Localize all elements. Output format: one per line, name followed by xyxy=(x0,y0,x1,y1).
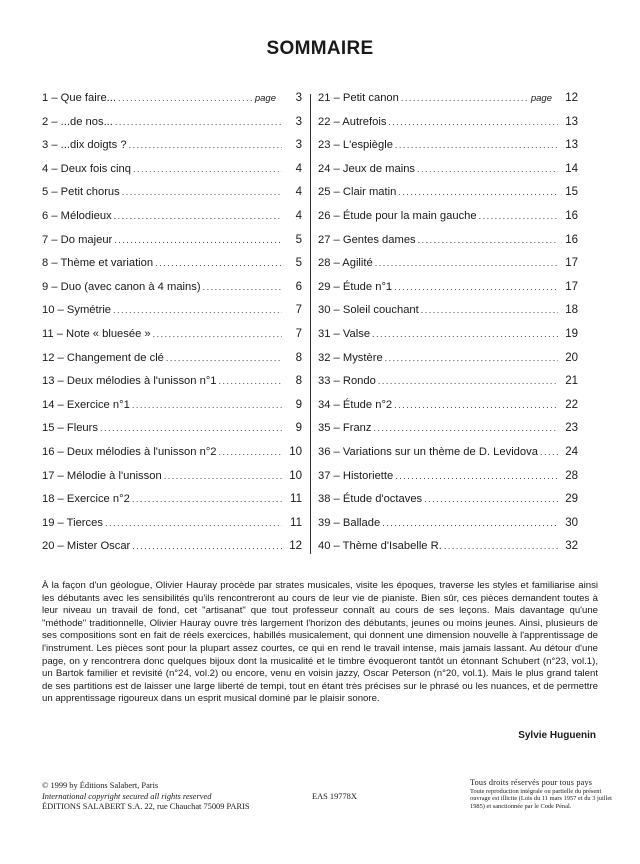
dot-leader xyxy=(164,471,282,481)
dot-leader xyxy=(382,518,558,528)
toc-entry xyxy=(318,281,578,305)
toc-entry xyxy=(42,352,302,376)
toc-entry-title: 12 – Changement de clé xyxy=(42,351,164,364)
toc-entry xyxy=(318,517,578,541)
toc-entry xyxy=(318,328,578,352)
toc-entry xyxy=(318,210,578,234)
toc-entry-page: 4 xyxy=(295,186,302,199)
toc-entry-title: 7 – Do majeur xyxy=(42,233,113,246)
toc-entry-title: 32 – Mystère xyxy=(318,351,383,364)
dot-leader xyxy=(385,353,558,363)
dot-leader xyxy=(395,471,558,481)
toc-entry-title: 25 – Clair matin xyxy=(318,186,397,199)
toc-entry-page: 16 xyxy=(565,209,578,222)
toc-entry-title: 13 – Deux mélodies à l'unisson n°1 xyxy=(42,375,217,388)
publisher-address: ÉDITIONS SALABERT S.A. 22, rue Chauchat 75009 PARIS xyxy=(42,802,250,812)
toc-entry-title: 11 – Note « bluesée » xyxy=(42,327,151,340)
toc-entry xyxy=(42,257,302,281)
toc-entry-title: 18 – Exercice n°2 xyxy=(42,493,130,506)
toc-entry-title: 20 – Mister Oscar xyxy=(42,540,131,553)
dot-leader xyxy=(418,235,558,245)
toc-entry-page: 30 xyxy=(565,516,578,529)
toc-entry-page: 13 xyxy=(565,115,578,128)
toc-entry-page: 10 xyxy=(289,469,302,482)
dot-leader xyxy=(421,305,558,315)
toc-entry-page: 17 xyxy=(565,257,578,270)
toc-entry-title: 3 – ...dix doigts ? xyxy=(42,139,127,152)
toc-entry xyxy=(42,210,302,234)
toc-entry-page: 11 xyxy=(290,493,302,506)
dot-leader xyxy=(394,400,558,410)
toc-entry xyxy=(42,517,302,541)
toc-entry-page: 5 xyxy=(295,233,302,246)
toc-entry-title: 9 – Duo (avec canon à 4 mains) xyxy=(42,280,201,293)
toc-entry xyxy=(42,493,302,517)
dot-leader xyxy=(372,329,558,339)
toc-entry xyxy=(42,116,302,140)
dot-leader xyxy=(132,541,282,551)
toc-entry xyxy=(318,470,578,494)
toc-entry-title: 17 – Mélodie à l'unisson xyxy=(42,469,162,482)
toc-entry-title: 19 – Tierces xyxy=(42,516,103,529)
table-of-contents xyxy=(42,92,620,564)
dot-leader xyxy=(479,211,558,221)
column-divider xyxy=(310,94,311,554)
toc-entry xyxy=(42,470,302,494)
catalog-reference: EAS 19778X xyxy=(312,792,357,801)
toc-entry xyxy=(318,352,578,376)
copyright-block xyxy=(42,781,249,813)
dot-leader xyxy=(378,376,558,386)
toc-entry-title: 15 – Fleurs xyxy=(42,422,98,435)
copyright-notice: International copyright secured all rights reserved xyxy=(42,791,212,801)
rights-notice xyxy=(470,778,620,810)
toc-entry xyxy=(318,139,578,163)
dot-leader xyxy=(105,518,282,528)
toc-entry-page: 7 xyxy=(295,327,302,340)
toc-entry-page: 16 xyxy=(565,233,578,246)
dot-leader xyxy=(219,376,282,386)
rights-heading: Tous droits réservés pour tous pays xyxy=(470,778,593,787)
dot-leader xyxy=(113,305,282,315)
toc-entry xyxy=(318,92,578,116)
toc-entry-title: 21 – Petit canon xyxy=(318,92,399,104)
dot-leader xyxy=(153,329,282,339)
toc-entry-page: 9 xyxy=(295,422,302,435)
toc-entry-page: 17 xyxy=(565,280,578,293)
toc-entry-page: 3 xyxy=(295,139,302,152)
dot-leader xyxy=(166,353,282,363)
toc-entry-page: 10 xyxy=(289,445,302,458)
toc-entry xyxy=(318,540,578,564)
toc-entry-title: 1 – Que faire... xyxy=(42,92,117,104)
toc-entry-page: 12 xyxy=(565,92,578,104)
toc-entry xyxy=(42,281,302,305)
toc-entry-title: 10 – Symétrie xyxy=(42,304,112,317)
toc-entry xyxy=(42,328,302,352)
toc-entry xyxy=(318,304,578,328)
toc-entry-title: 39 – Ballade xyxy=(318,516,381,529)
toc-entry-page: 4 xyxy=(295,162,302,175)
toc-column-left xyxy=(42,92,302,564)
dot-leader xyxy=(401,93,529,103)
toc-entry-page: 18 xyxy=(565,304,578,317)
toc-entry xyxy=(42,399,302,423)
toc-entry xyxy=(318,257,578,281)
toc-entry xyxy=(42,540,302,564)
dot-leader xyxy=(395,140,558,150)
toc-entry xyxy=(318,375,578,399)
toc-entry-title: 40 – Thème d'Isabelle R. xyxy=(318,540,442,553)
copyright-line: © 1999 by Éditions Salabert, Paris xyxy=(42,781,159,790)
dot-leader xyxy=(114,235,282,245)
dot-leader xyxy=(394,282,558,292)
toc-entry-page: 22 xyxy=(565,398,578,411)
toc-entry-page: 20 xyxy=(565,351,578,364)
toc-entry xyxy=(318,116,578,140)
toc-entry-title: 33 – Rondo xyxy=(318,375,376,388)
toc-entry-page: 28 xyxy=(565,469,578,482)
page-label: page xyxy=(530,93,552,104)
toc-entry-page: 21 xyxy=(565,375,578,388)
dot-leader xyxy=(132,494,282,504)
toc-entry-page: 8 xyxy=(295,351,302,364)
toc-entry-title: 2 – ...de nos... xyxy=(42,115,113,128)
toc-entry-title: 36 – Variations sur un thème de D. Levidova xyxy=(318,445,538,458)
toc-entry-title: 8 – Thème et variation xyxy=(42,257,154,270)
toc-entry-title: 24 – Jeux de mains xyxy=(318,162,416,175)
toc-entry-page: 9 xyxy=(295,398,302,411)
toc-entry-page: 8 xyxy=(295,375,302,388)
toc-entry-title: 14 – Exercice n°1 xyxy=(42,398,130,411)
page-title: SOMMAIRE xyxy=(266,38,374,59)
toc-entry-page: 4 xyxy=(295,209,302,222)
dot-leader xyxy=(417,164,558,174)
toc-entry-page: 11 xyxy=(290,516,302,529)
dot-leader xyxy=(219,447,282,457)
dot-leader xyxy=(114,211,282,221)
dot-leader xyxy=(375,258,558,268)
toc-entry-page: 6 xyxy=(295,280,302,293)
toc-entry-title: 38 – Étude d'octaves xyxy=(318,493,423,506)
toc-entry xyxy=(318,186,578,210)
dot-leader xyxy=(129,140,282,150)
toc-entry xyxy=(318,163,578,187)
dot-leader xyxy=(373,423,558,433)
dot-leader xyxy=(398,187,558,197)
toc-entry-page: 23 xyxy=(565,422,578,435)
toc-entry-title: 28 – Agilité xyxy=(318,257,373,270)
toc-entry-title: 6 – Mélodieux xyxy=(42,209,112,222)
toc-entry-title: 5 – Petit chorus xyxy=(42,186,120,199)
toc-entry xyxy=(42,234,302,258)
toc-entry xyxy=(42,375,302,399)
toc-entry-page: 24 xyxy=(565,445,578,458)
toc-entry-page: 5 xyxy=(295,257,302,270)
dot-leader xyxy=(122,187,282,197)
toc-entry xyxy=(318,234,578,258)
dot-leader xyxy=(203,282,282,292)
toc-entry xyxy=(42,304,302,328)
toc-entry-title: 26 – Étude pour la main gauche xyxy=(318,209,477,222)
dot-leader xyxy=(155,258,282,268)
toc-entry-title: 22 – Autrefois xyxy=(318,115,387,128)
toc-entry xyxy=(318,446,578,470)
toc-entry-title: 16 – Deux mélodies à l'unisson n°2 xyxy=(42,445,217,458)
toc-entry-title: 34 – Étude n°2 xyxy=(318,398,393,411)
toc-entry xyxy=(318,493,578,517)
signature: Sylvie Huguenin xyxy=(518,730,596,741)
toc-entry xyxy=(42,422,302,446)
toc-entry xyxy=(42,92,302,116)
toc-entry-title: 31 – Valse xyxy=(318,327,371,340)
dot-leader xyxy=(100,423,282,433)
page-label: page xyxy=(254,93,276,104)
toc-entry-page: 14 xyxy=(565,162,578,175)
toc-entry-page: 19 xyxy=(565,327,578,340)
dot-leader xyxy=(540,447,558,457)
dot-leader xyxy=(133,164,282,174)
toc-entry-title: 27 – Gentes dames xyxy=(318,233,416,246)
toc-entry-page: 13 xyxy=(565,139,578,152)
toc-entry xyxy=(42,446,302,470)
toc-entry-title: 37 – Historiette xyxy=(318,469,394,482)
toc-entry-title: 30 – Soleil couchant xyxy=(318,304,419,317)
toc-entry xyxy=(42,139,302,163)
toc-entry-page: 29 xyxy=(565,493,578,506)
toc-entry-title: 35 – Franz xyxy=(318,422,372,435)
toc-entry-page: 15 xyxy=(565,186,578,199)
toc-entry xyxy=(42,186,302,210)
toc-entry-page: 12 xyxy=(289,540,302,553)
toc-entry-page: 32 xyxy=(565,540,578,553)
toc-entry-page: 7 xyxy=(295,304,302,317)
dot-leader xyxy=(115,117,282,127)
toc-column-right xyxy=(318,92,578,564)
dot-leader xyxy=(132,400,282,410)
toc-entry-page: 3 xyxy=(295,92,302,104)
dot-leader xyxy=(424,494,558,504)
toc-entry-title: 4 – Deux fois cinq xyxy=(42,162,131,175)
toc-entry-page: 3 xyxy=(295,115,302,128)
toc-entry xyxy=(42,163,302,187)
toc-entry-title: 23 – L'espiègle xyxy=(318,139,393,152)
dot-leader xyxy=(118,93,253,103)
introduction-paragraph: À la façon d'un géologue, Olivier Hauray procède par strates musicales, visite les époques, traverse les styles et familiarise ainsi les débutants avec les sensibilités qu'ils rencontreront au cours de leur vie de pianiste. Bien sûr, ces pièces demandent toutes à leur niveau un travail de fond, cet "artisanat" que tout professeur connaît au cours de ses leçons. Mais davantage qu'une "méthode" traditionnelle, Olivier Hauray ouvre très largement l'horizon des débutants, jeunes ou moins jeunes. Ainsi, plusieurs de ses compositions sont en fait de réels exercices, habillés musicalement, qui donnent une dimension nouvelle à l'apprentissage de l'instrument. Les pièces sont pour la plupart assez courtes, ce qui en rend le travail intense, mais jamais lassant. Au détour d'une page, on y rencontrera donc quelques bijoux dont la musicalité et le timbre évoqueront tantôt un étonnant Schubert (n°23, vol.1), un Bartok familier et revisité (n°24, vol.2) ou encore, venu en voisin jazzy, Oscar Peterson (n°20, vol.1). Mais le plus grand talent de ses partitions est de laisser une large liberté de tempi, tout en étant très précises sur le phrasé ou les nuances, et de permettre un apprentissage rigoureux dans un esprit musical dominé par le plaisir sonore. xyxy=(42,580,598,705)
toc-entry xyxy=(318,422,578,446)
toc-entry xyxy=(318,399,578,423)
dot-leader xyxy=(388,117,558,127)
dot-leader xyxy=(444,541,558,551)
rights-text: Toute reproduction intégrale ou partielle du présent ouvrage est illicite (Lois du 11 mars 1957 et du 3 juillet 1985) et sanctionnée par le Code Pénal. xyxy=(470,788,612,810)
toc-entry-title: 29 – Étude n°1 xyxy=(318,280,393,293)
